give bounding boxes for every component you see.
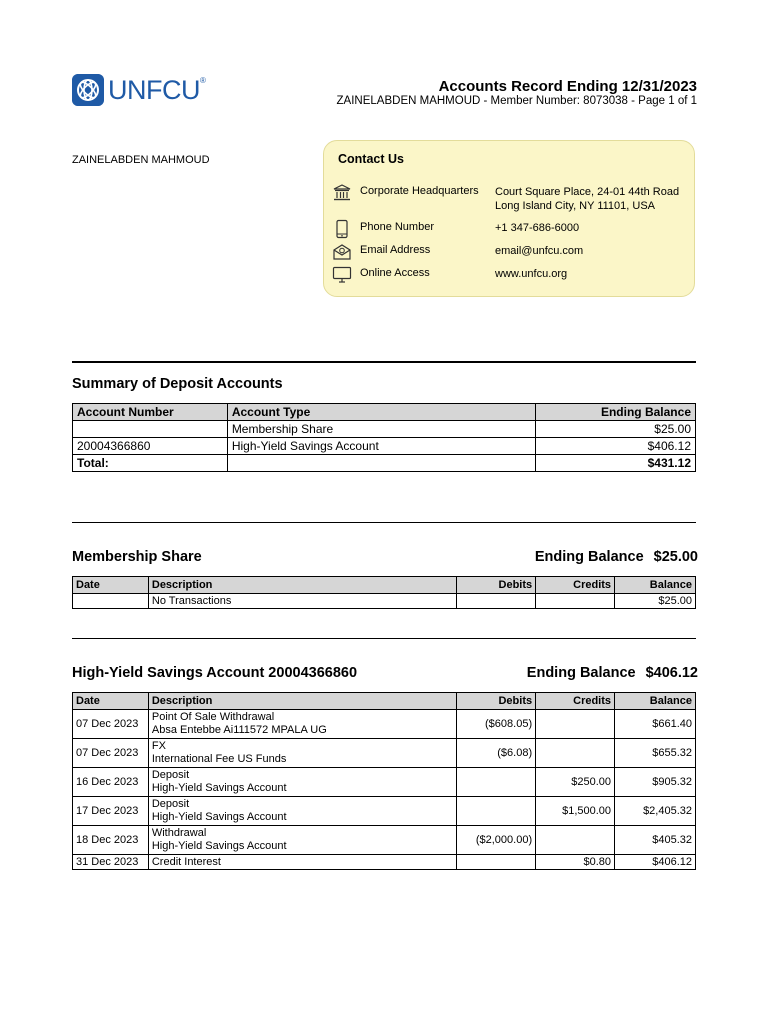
section-divider: [72, 522, 696, 523]
membership-transactions-table: [72, 576, 696, 609]
account-number: 20004366860: [73, 438, 228, 455]
txn-credit: $0.80: [536, 855, 615, 870]
txn-description: [148, 797, 456, 826]
txn-credit: [536, 594, 615, 609]
txn-balance: $405.32: [615, 826, 696, 855]
total-row: [73, 455, 696, 472]
txn-debit: [457, 855, 536, 870]
col-debits: Debits: [457, 693, 536, 710]
col-date: Date: [73, 693, 149, 710]
email-icon: [332, 242, 352, 262]
txn-date: 31 Dec 2023: [73, 855, 149, 870]
account-type: Membership Share: [227, 421, 535, 438]
txn-description: No Transactions: [148, 594, 456, 609]
txn-balance: $2,405.32: [615, 797, 696, 826]
contact-title: Contact Us: [338, 152, 404, 166]
txn-debit: [457, 768, 536, 797]
txn-desc-line-1: Deposit: [151, 798, 190, 810]
col-description: Description: [148, 577, 456, 594]
txn-desc-line-1: Withdrawal: [151, 827, 207, 839]
txn-credit: [536, 710, 615, 739]
table-row: [73, 438, 696, 455]
section-divider: [72, 361, 696, 363]
txn-balance: $905.32: [615, 768, 696, 797]
txn-description: [148, 739, 456, 768]
unfcu-emblem-icon: [72, 74, 104, 106]
txn-balance: $655.32: [615, 739, 696, 768]
txn-date: 18 Dec 2023: [73, 826, 149, 855]
contact-label: Corporate Headquarters: [360, 185, 479, 197]
col-account-type: Account Type: [227, 404, 535, 421]
address-line-1: Court Square Place, 24-01 44th Road: [495, 186, 680, 198]
txn-debit: [457, 594, 536, 609]
table-row: [73, 768, 696, 797]
savings-transactions-table: [72, 692, 696, 870]
table-row: [73, 421, 696, 438]
account-number: [73, 421, 228, 438]
ending-balance-value: $25.00: [653, 549, 698, 565]
txn-date: [73, 594, 149, 609]
page-title: Accounts Record Ending 12/31/2023: [438, 78, 697, 95]
txn-desc-line-1: Deposit: [151, 769, 190, 781]
txn-balance: $661.40: [615, 710, 696, 739]
summary-title: Summary of Deposit Accounts: [72, 376, 283, 392]
txn-description: [148, 768, 456, 797]
txn-description: [148, 710, 456, 739]
contact-value: [495, 185, 679, 213]
txn-debit: ($6.08): [457, 739, 536, 768]
col-date: Date: [73, 577, 149, 594]
col-credits: Credits: [536, 693, 615, 710]
ending-balance-value: $406.12: [645, 665, 698, 681]
txn-date: 07 Dec 2023: [73, 739, 149, 768]
txn-date: 17 Dec 2023: [73, 797, 149, 826]
contact-label: Email Address: [360, 244, 431, 256]
empty-cell: [227, 455, 535, 472]
table-row: [73, 826, 696, 855]
txn-credit: $250.00: [536, 768, 615, 797]
total-label: Total:: [73, 455, 228, 472]
contact-label: Phone Number: [360, 221, 434, 233]
txn-desc-line-1: FX: [151, 740, 166, 752]
total-value: $431.12: [536, 455, 696, 472]
txn-debit: ($2,000.00): [457, 826, 536, 855]
summary-table: [72, 403, 696, 472]
col-ending-balance: Ending Balance: [536, 404, 696, 421]
txn-balance: $406.12: [615, 855, 696, 870]
txn-credit: [536, 826, 615, 855]
ending-balance: $406.12: [536, 438, 696, 455]
col-balance: Balance: [615, 577, 696, 594]
registered-mark: ®: [200, 75, 206, 85]
membership-title: Membership Share: [72, 549, 202, 565]
txn-date: 16 Dec 2023: [73, 768, 149, 797]
website-link[interactable]: www.unfcu.org: [495, 268, 568, 280]
col-credits: Credits: [536, 577, 615, 594]
table-row: [73, 855, 696, 870]
txn-debit: [457, 797, 536, 826]
txn-desc-line-2: High-Yield Savings Account: [151, 811, 287, 823]
savings-ending-balance: [527, 665, 698, 681]
computer-monitor-icon: [332, 265, 352, 285]
txn-credit: $1,500.00: [536, 797, 615, 826]
txn-desc-line-2: High-Yield Savings Account: [151, 782, 287, 794]
contact-label: Online Access: [360, 267, 430, 279]
member-name: ZAINELABDEN MAHMOUD: [72, 154, 210, 166]
table-row: [73, 739, 696, 768]
address-line-2: Long Island City, NY 11101, USA: [495, 200, 655, 212]
txn-balance: $25.00: [615, 594, 696, 609]
savings-title: High-Yield Savings Account 20004366860: [72, 665, 358, 681]
account-type: High-Yield Savings Account: [227, 438, 535, 455]
table-row: [73, 797, 696, 826]
txn-debit: ($608.05): [457, 710, 536, 739]
ending-balance-label: Ending Balance: [534, 549, 644, 565]
phone-number: +1 347-686-6000: [495, 222, 580, 234]
table-header-row: [73, 577, 696, 594]
ending-balance-label: Ending Balance: [526, 665, 636, 681]
txn-desc-line-1: Point Of Sale Withdrawal: [151, 711, 275, 723]
txn-desc-line-2: International Fee US Funds: [151, 753, 287, 765]
txn-description: [148, 826, 456, 855]
col-account-number: Account Number: [73, 404, 228, 421]
contact-box: [323, 140, 695, 297]
col-debits: Debits: [457, 577, 536, 594]
ending-balance: $25.00: [536, 421, 696, 438]
txn-credit: [536, 739, 615, 768]
phone-icon: [332, 219, 352, 239]
email-address-link[interactable]: email@unfcu.com: [495, 245, 584, 257]
table-header-row: [73, 404, 696, 421]
table-row: [73, 594, 696, 609]
col-balance: Balance: [615, 693, 696, 710]
table-row: [73, 710, 696, 739]
col-description: Description: [148, 693, 456, 710]
txn-date: 07 Dec 2023: [73, 710, 149, 739]
section-divider: [72, 638, 696, 639]
table-header-row: [73, 693, 696, 710]
page-subtitle: ZAINELABDEN MAHMOUD - Member Number: 8073038 - Page 1 of 1: [336, 95, 697, 107]
unfcu-logo: [72, 73, 206, 107]
txn-description: Credit Interest: [148, 855, 456, 870]
membership-ending-balance: [535, 549, 698, 565]
txn-desc-line-2: High-Yield Savings Account: [151, 840, 287, 852]
txn-desc-line-2: Absa Entebbe Ai111572 MPALA UG: [151, 724, 327, 736]
bank-building-icon: [332, 183, 352, 203]
logo-text: UNFCU: [108, 74, 200, 105]
